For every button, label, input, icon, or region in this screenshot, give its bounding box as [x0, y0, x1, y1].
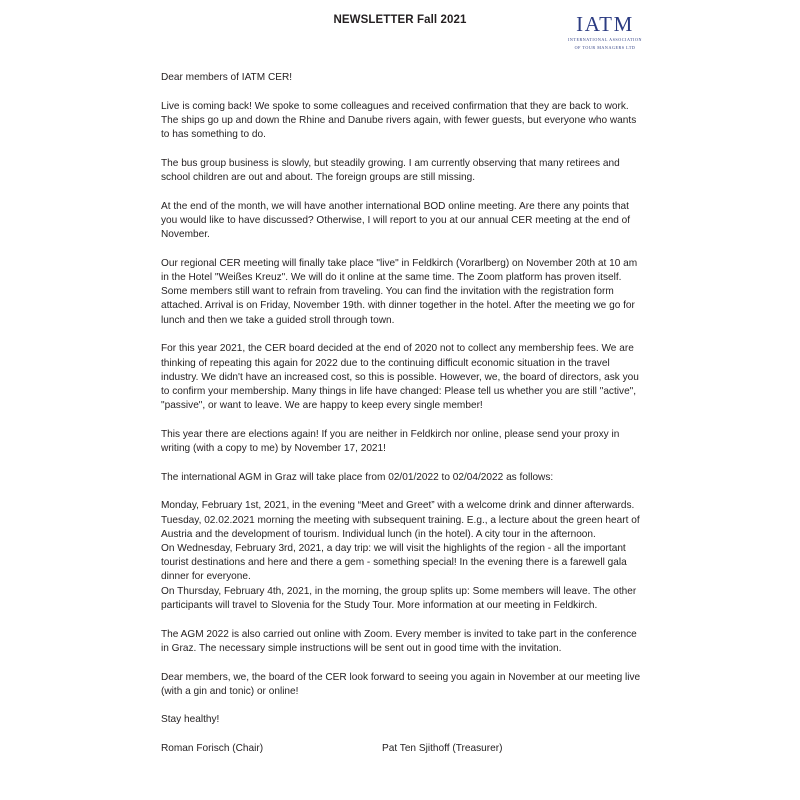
logo-subtitle-line-1: INTERNATIONAL ASSOCIATION	[568, 37, 642, 43]
salutation: Dear members of IATM CER!	[161, 72, 293, 83]
itinerary-wednesday: On Wednesday, February 3rd, 2021, a day trip: we will visit the highlights of the region - all the important tourist destinations and here and there a gem - something special! In the evening there is a farewell gala dinner for everyone.	[161, 543, 627, 583]
signature-chair: Roman Forisch (Chair)	[161, 743, 264, 755]
agm-itinerary	[161, 499, 642, 613]
logo-wordmark: IATM	[576, 12, 634, 36]
paragraph-bod-online-meeting: At the end of the month, we will have another international BOD online meeting. Are there any points that you would like to have discussed? Otherwise, I will report to you at our annual CER meeting at the end of November.	[161, 200, 631, 241]
paragraph-bus-group-business: The bus group business is slowly, but steadily growing. I am currently observing that many retirees and school children are out and about. The foreign groups are still missing.	[161, 157, 620, 184]
page-title: NEWSLETTER Fall 2021	[333, 14, 467, 26]
itinerary-tuesday: Tuesday, 02.02.2021 morning the meeting with subsequent training. E.g., a lecture about the green heart of Austria and the development of tourism. Individual lunch (in the hotel). A city tour in the afternoon.	[161, 514, 640, 540]
paragraph-regional-cer-meeting: Our regional CER meeting will finally take place "live" in Feldkirch (Vorarlberg) on November 20th at 10 am in the Hotel "Weißes Kreuz". We will do it online at the same time. The Zoom platform has proven itself. Some members still want to refrain from traveling. You can find the invitation with the registration form attached. Arrival is on Friday, November 19th. with dinner together in the hotel. After the meeting we go for lunch and then we take a guided stroll through town.	[161, 257, 638, 326]
itinerary-monday: Monday, February 1st, 2021, in the evening “Meet and Greet” with a welcome drink and dinner afterwards.	[161, 500, 635, 512]
paragraph-membership-fees: For this year 2021, the CER board decided at the end of 2020 not to collect any membership fees. We are thinking of repeating this again for 2022 due to the continuing difficult economic situation in the travel industry. We didn't have an increased cost, so this is possible. However, we, the board of directors, ask you to confirm your membership. Many things in life have changed: Please tell us whether you are still "active", "passive", or want to leave. We are happy to keep every single member!	[161, 343, 639, 412]
paragraph-elections-proxy: This year there are elections again! If you are neither in Feldkirch nor online, please send your proxy in writing (with a copy to me) by November 17, 2021!	[161, 428, 620, 455]
logo-subtitle-line-2: OF TOUR MANAGERS LTD	[574, 45, 636, 51]
itinerary-thursday: On Thursday, February 4th, 2021, in the morning, the group splits up: Some members will leave. The other participants will travel to Slovenia for the Study Tour. More information at our meeting in Feldkirch.	[161, 585, 637, 611]
letter-body	[161, 71, 642, 757]
paragraph-agm-graz-dates: The international AGM in Graz will take place from 02/01/2022 to 02/04/2022 as follows:	[161, 471, 554, 483]
paragraph-live-is-coming-back: Live is coming back! We spoke to some colleagues and received confirmation that they are back to work. The ships go up and down the Rhine and Danube rivers again, with fewer guests, but everyone who wants to has something to do.	[161, 100, 637, 141]
paragraph-agm-2022-online: The AGM 2022 is also carried out online with Zoom. Every member is invited to take part in the conference in Graz. The necessary simple instructions will be sent out in good time with the invitation.	[161, 628, 637, 654]
signature-row	[161, 742, 642, 757]
signature-treasurer: Pat Ten Sjithoff (Treasurer)	[382, 743, 503, 755]
iatm-logo	[553, 13, 657, 52]
paragraph-closing-remarks: Dear members, we, the board of the CER look forward to seeing you again in November at our meeting live (with a gin and tonic) or online!	[161, 671, 641, 697]
closing-line: Stay healthy!	[161, 714, 220, 726]
document-header	[0, 0, 800, 62]
